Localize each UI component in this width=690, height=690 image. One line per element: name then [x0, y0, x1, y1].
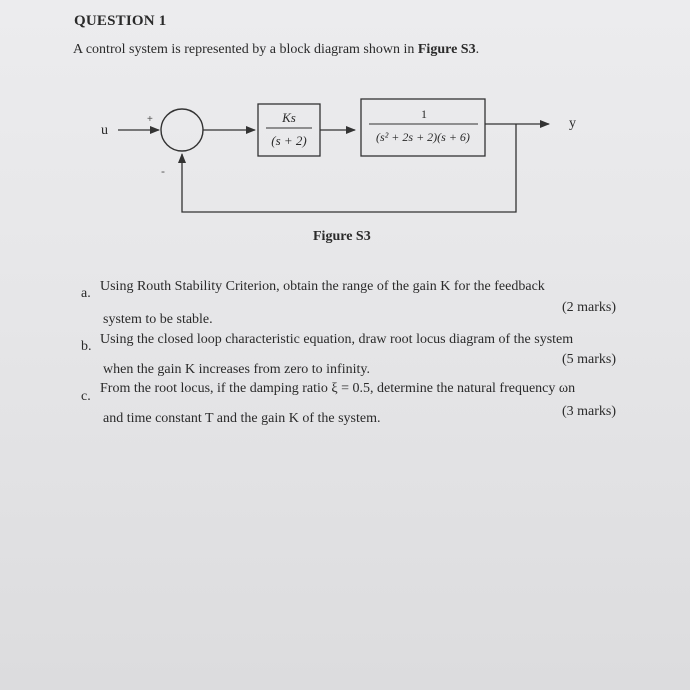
question-b-marks: (5 marks)	[561, 352, 616, 367]
question-c-marks: (3 marks)	[561, 404, 616, 419]
question-b-letter: b.	[81, 339, 92, 354]
plant-numerator: 1	[421, 107, 427, 121]
question-c-line1: From the root locus, if the damping ratio ξ = 0.5, determine the natural frequency ωn	[100, 381, 576, 396]
figure-caption: Figure S3	[313, 229, 371, 244]
input-label: u	[101, 123, 108, 138]
question-a-line1: Using Routh Stability Criterion, obtain the range of the gain K for the feedback	[100, 279, 545, 294]
question-c-letter: c.	[81, 389, 91, 404]
minus-sign: -	[161, 164, 165, 178]
controller-numerator: Ks	[282, 110, 296, 125]
plant-denominator: (s² + 2s + 2)(s + 6)	[376, 130, 470, 144]
controller-denominator: (s + 2)	[271, 133, 307, 148]
intro-text: A control system is represented by a block diagram shown in	[73, 42, 418, 57]
question-a-marks: (2 marks)	[561, 300, 616, 315]
question-b-line1: Using the closed loop characteristic equation, draw root locus diagram of the system	[100, 332, 574, 347]
question-b-line2: when the gain K increases from zero to infinity.	[103, 362, 370, 377]
question-heading: QUESTION 1	[74, 13, 167, 29]
summing-junction	[161, 109, 203, 151]
question-a-letter: a.	[81, 286, 91, 301]
plus-sign: +	[147, 114, 153, 125]
intro-end: .	[475, 42, 480, 57]
question-a-line2: system to be stable.	[103, 312, 213, 327]
question-c-line2: and time constant T and the gain K of the system.	[103, 411, 381, 426]
output-label: y	[569, 116, 576, 131]
intro-figure-ref: Figure S3	[417, 42, 476, 57]
